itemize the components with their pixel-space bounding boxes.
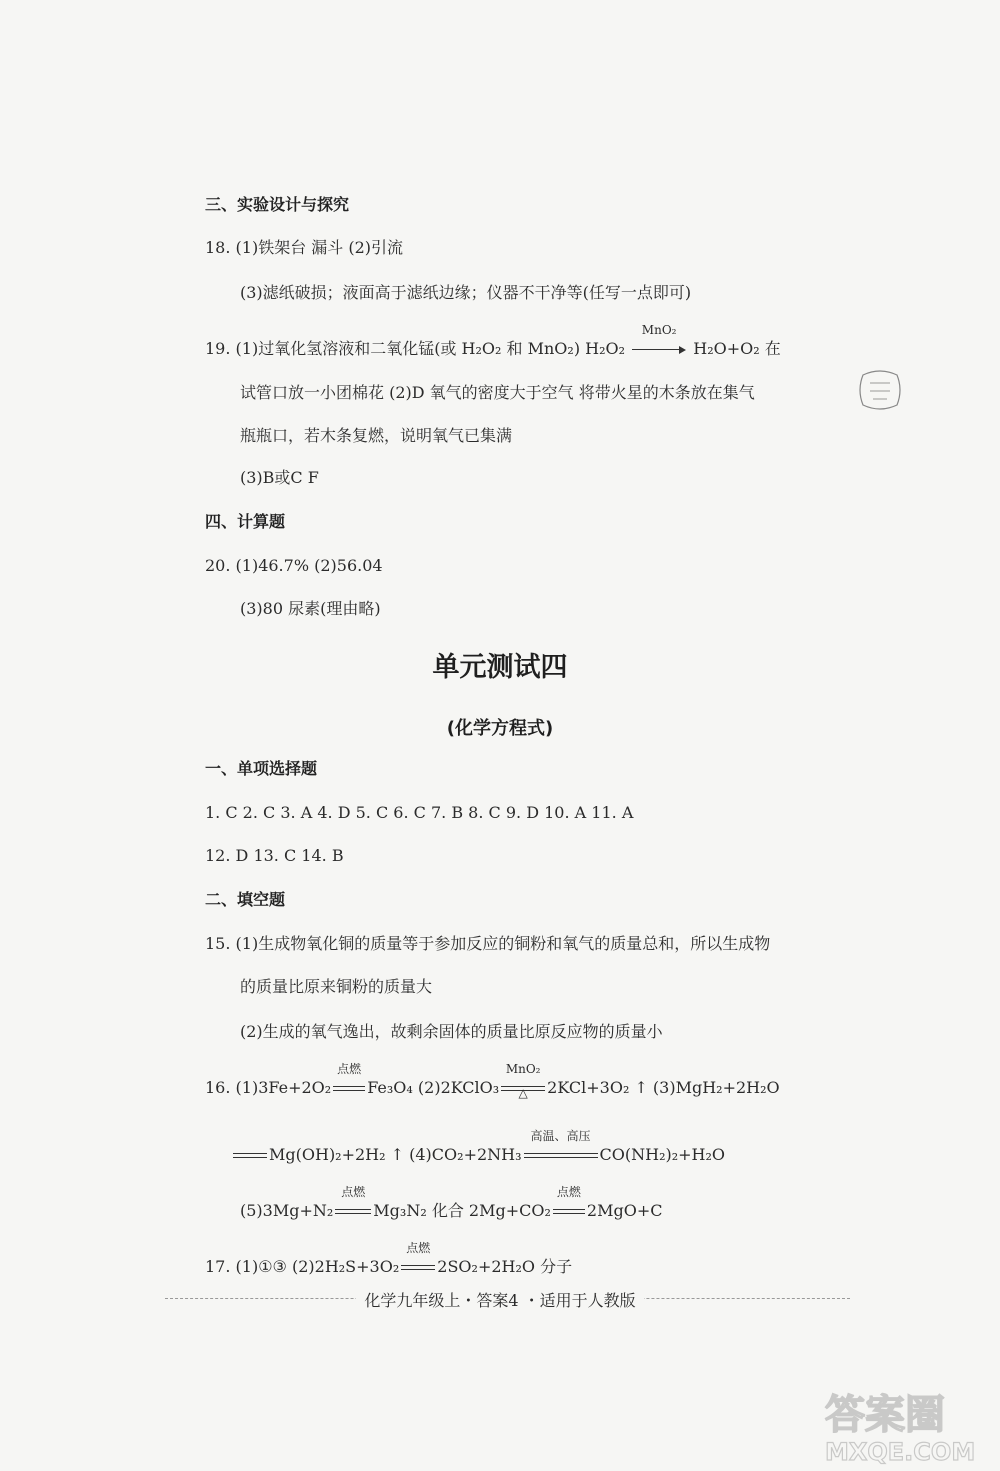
answer-16-text-3c: 2MgO+C	[586, 1201, 663, 1220]
equals-sign	[335, 1209, 371, 1214]
reaction-equals-ignite	[333, 1062, 365, 1098]
section-heading-fill-blank: 二、填空题	[205, 890, 286, 909]
answer-20-line-1: 20. (1)46.7% (2)56.04	[205, 556, 383, 575]
equals-sign	[233, 1153, 267, 1158]
answer-19-line-1	[205, 323, 781, 359]
equals-sign	[333, 1086, 365, 1091]
answer-20-line-2: (3)80 尿素(理由略)	[240, 599, 381, 618]
answer-17-text-a: 17. (1)①③ (2)2H₂S+3O₂	[205, 1257, 400, 1276]
unit-title: 单元测试四	[432, 652, 568, 683]
reaction-equals-ignite	[335, 1185, 371, 1221]
reaction-condition: MnO₂	[505, 1062, 541, 1076]
heat-symbol: △	[518, 1086, 528, 1100]
reaction-equals-ignite	[401, 1241, 435, 1277]
answer-19-text-b: H₂O+O₂ 在	[693, 339, 781, 358]
reaction-condition: 点燃	[406, 1241, 431, 1255]
reaction-equals	[233, 1145, 267, 1165]
answer-16-text-3a: (5)3Mg+N₂	[240, 1201, 334, 1220]
page-footer	[0, 1288, 1000, 1311]
answer-16-text-1c: 2KCl+3O₂ ↑ (3)MgH₂+2H₂O	[547, 1078, 780, 1097]
equals-sign	[401, 1265, 435, 1270]
answer-18-line-2: (3)滤纸破损；液面高于滤纸边缘；仪器不干净等(任写一点即可)	[240, 283, 692, 302]
section-heading-experiment: 三、实验设计与探究	[205, 195, 350, 214]
reaction-arrow-catalyst	[632, 323, 686, 359]
stamp-icon	[855, 365, 905, 415]
answer-15-line-1: 15. (1)生成物氧化铜的质量等于参加反应的铜粉和氧气的质量总和，所以生成物	[205, 934, 771, 953]
answer-15-line-3: (2)生成的氧气逸出，故剩余固体的质量比原反应物的质量小	[240, 1022, 663, 1041]
answer-16-line-1	[205, 1062, 780, 1100]
footer-text: 化学九年级上・答案4 ・适用于人教版	[356, 1291, 643, 1310]
answer-16-text-3b: Mg₃N₂ 化合 2Mg+CO₂	[373, 1201, 551, 1220]
answer-19-text-a: 19. (1)过氧化氢溶液和二氧化锰(或 H₂O₂ 和 MnO₂) H₂O₂	[205, 339, 626, 358]
reaction-condition: 点燃	[337, 1062, 362, 1076]
reaction-condition: 点燃	[556, 1185, 581, 1199]
equals-sign	[553, 1209, 585, 1214]
reaction-equals-high-temp-pressure	[524, 1129, 598, 1165]
arrow-shaft	[632, 349, 680, 350]
section-heading-calculation: 四、计算题	[205, 512, 286, 531]
mc-answers-row-1: 1. C 2. C 3. A 4. D 5. C 6. C 7. B 8. C 9. D 10. A 11. A	[205, 803, 634, 822]
section-heading-multiple-choice: 一、单项选择题	[205, 759, 318, 778]
answer-18-line-1: 18. (1)铁架台 漏斗 (2)引流	[205, 238, 404, 257]
answer-16-line-2	[233, 1129, 726, 1165]
reaction-condition: 点燃	[341, 1185, 366, 1199]
equals-sign	[524, 1153, 598, 1158]
answer-17-text-b: 2SO₂+2H₂O 分子	[437, 1257, 573, 1276]
watermark-text: 答案圈	[825, 1392, 945, 1438]
reaction-condition: MnO₂	[641, 323, 677, 337]
reaction-condition: 高温、高压	[530, 1129, 591, 1143]
answer-19-line-4: (3)B或C F	[240, 468, 319, 487]
reaction-equals-ignite	[553, 1185, 585, 1221]
answer-16-text-2a: Mg(OH)₂+2H₂ ↑ (4)CO₂+2NH₃	[269, 1145, 522, 1164]
arrow-head-icon	[679, 346, 686, 354]
answer-16-text-2b: CO(NH₂)₂+H₂O	[599, 1145, 726, 1164]
answer-16-text-1b: Fe₃O₄ (2)2KClO₃	[367, 1078, 500, 1097]
watermark-logo	[820, 1380, 990, 1465]
mc-answers-row-2: 12. D 13. C 14. B	[205, 846, 344, 865]
watermark-url: MXQE.COM	[825, 1438, 976, 1465]
unit-subtitle: (化学方程式)	[446, 718, 554, 739]
answer-15-line-2: 的质量比原来铜粉的质量大	[240, 977, 433, 996]
answer-19-line-2: 试管口放一小团棉花 (2)D 氧气的密度大于空气 将带火星的木条放在集气	[240, 383, 755, 402]
answer-19-line-3: 瓶瓶口，若木条复燃，说明氧气已集满	[240, 426, 513, 445]
reaction-equals-catalyst-heat	[501, 1062, 545, 1100]
answer-17-line-1	[205, 1241, 573, 1277]
answer-16-line-3	[240, 1185, 663, 1221]
answer-16-text-1a: 16. (1)3Fe+2O₂	[205, 1078, 332, 1097]
